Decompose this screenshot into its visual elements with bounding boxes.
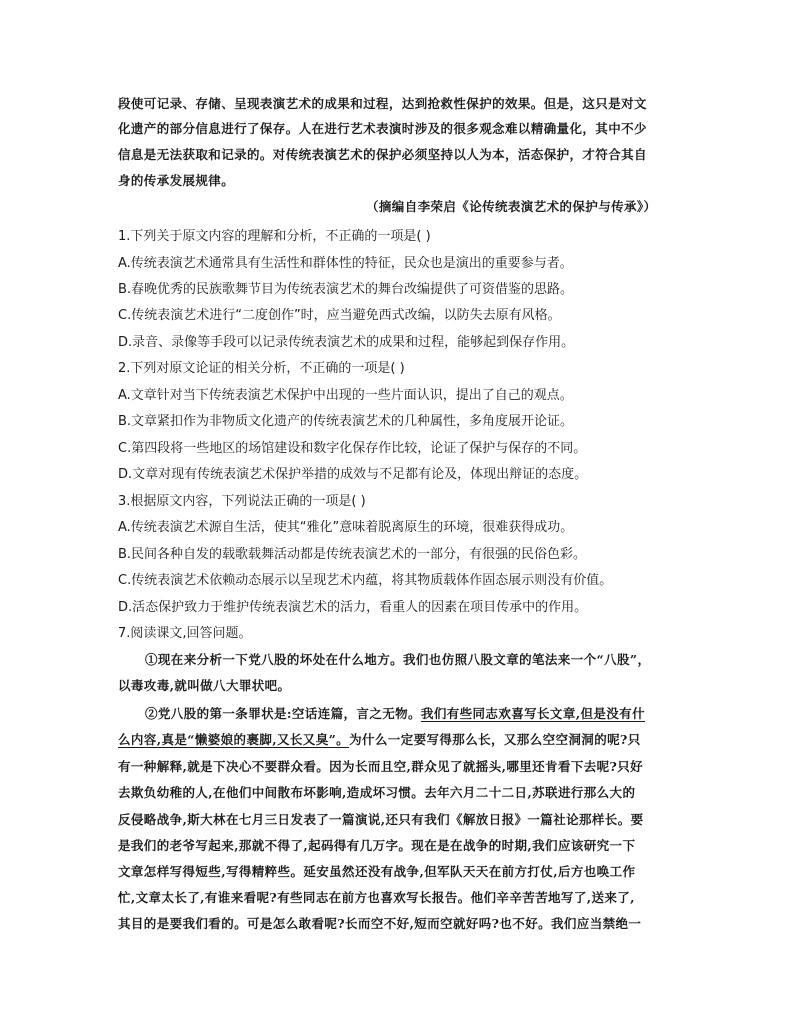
reading-line: 去欺负幼稚的人,在他们中间散布坏影响,造成坏习惯。去年六月二十二日,苏联进行那么大的	[118, 785, 636, 800]
reading-line: 文章怎样写得短些,写得精粹些。延安虽然还没有战争,但军队天天在前方打仗,后方也唤工作	[118, 864, 636, 879]
question-option: D.文章对现有传统表演艺术保护举措的成效与不足都有论及，体现出辩证的态度。	[118, 467, 588, 482]
reading-line: 忙,文章太长了,有谁来看呢?有些同志在前方也喜欢写长报告。他们辛辛苦苦地写了,送来了,	[118, 890, 635, 905]
reading-line: 有一种解释,就是下决心不要群众看。因为长而且空,群众见了就摇头,哪里还肯看下去呢?只好	[118, 759, 644, 774]
reading-line	[145, 704, 645, 722]
passage-line: 身的传承发展规律。	[118, 173, 235, 188]
reading-line	[118, 730, 641, 748]
question-option: C.传统表演艺术进行“二度创作”时，应当避免西式改编，以防失去原有风格。	[118, 308, 561, 323]
reading-line: 是我们的老爷写起来,那就不得了,起码得有几万字。现在是在战争的时期,我们应该研究一下	[118, 838, 636, 853]
question-option: A.传统表演艺术源自生活，使其“雅化”意味着脱离原生的环境，很难获得成功。	[118, 520, 574, 535]
question-option: C.第四段将一些地区的场馆建设和数字化保存作比较，论证了保护与保存的不同。	[118, 441, 587, 456]
question-option: A.传统表演艺术通常具有生活性和群体性的特征，民众也是演出的重要参与者。	[118, 256, 573, 271]
question-stem: 3.根据原文内容，下列说法正确的一项是( )	[118, 494, 366, 509]
reading-title: 7.阅读课文,回答问题。	[118, 626, 252, 641]
reading-line: 反侵略战争,斯大林在七月三日发表了一篇演说,还只有我们《解放日报》一篇社论那样长。要	[118, 812, 644, 827]
question-stem: 1.下列关于原文内容的理解和分析，不正确的一项是( )	[118, 229, 431, 244]
passage-source: （摘编自李荣启《论传统表演艺术的保护与传承》）	[366, 199, 657, 214]
reading-line: 以毒攻毒,就叫做八大罪状吧。	[118, 678, 291, 693]
question-option: B.民间各种自发的载歌载舞活动都是传统表演艺术的一部分，有很强的民俗色彩。	[118, 547, 587, 562]
question-option: D.活态保护致力于维护传统表演艺术的活力，看重人的因素在项目传承中的作用。	[118, 600, 588, 615]
passage-line: 信息是无法获取和记录的。对传统表演艺术的保护必须坚持以人为本，活态保护，才符合其自	[118, 147, 647, 162]
question-option: D.录音、录像等手段可以记录传统表演艺术的成果和过程，能够起到保存作用。	[118, 335, 575, 350]
question-stem: 2.下列对原文论证的相关分析，不正确的一项是( )	[118, 361, 405, 376]
reading-text: 为什么一定要写得那么长，又那么空空洞洞的呢?只	[349, 732, 641, 747]
reading-line: ①现在来分析一下党八股的坏处在什么地方。我们也仿照八股文章的笔法来一个“八股”，	[145, 652, 651, 667]
question-option: C.传统表演艺术依赖动态展示以呈现艺术内蕴，将其物质载体作固态展示则没有价值。	[118, 573, 613, 588]
underlined-text: 我们有些同志欢喜写长文章,但是没有什	[420, 706, 645, 721]
question-option: A.文章针对当下传统表演艺术保护中出现的一些片面认识，提出了自己的观点。	[118, 388, 573, 403]
reading-line: 其目的是要我们看的。可是怎么敢看呢?长而空不好,短而空就好吗?也不好。我们应当禁绝一	[118, 916, 642, 931]
passage-line: 化遗产的部分信息进行了保存。人在进行艺术表演时涉及的很多观念难以精确量化，其中不少	[118, 121, 647, 136]
question-option: B.文章紧扣作为非物质文化遗产的传统表演艺术的几种属性，多角度展开论证。	[118, 414, 574, 429]
question-option: B.春晚优秀的民族歌舞节目为传统表演艺术的舞台改编提供了可资借鉴的思路。	[118, 282, 574, 297]
passage-line: 段使可记录、存储、呈现表演艺术的成果和过程，达到抢救性保护的效果。但是，这只是对文	[118, 96, 647, 111]
underlined-text: 么内容,真是“懒婆娘的裹脚,又长又臭”。	[118, 732, 350, 747]
reading-text: ②党八股的第一条罪状是:空话连篇，言之无物。	[145, 706, 421, 721]
